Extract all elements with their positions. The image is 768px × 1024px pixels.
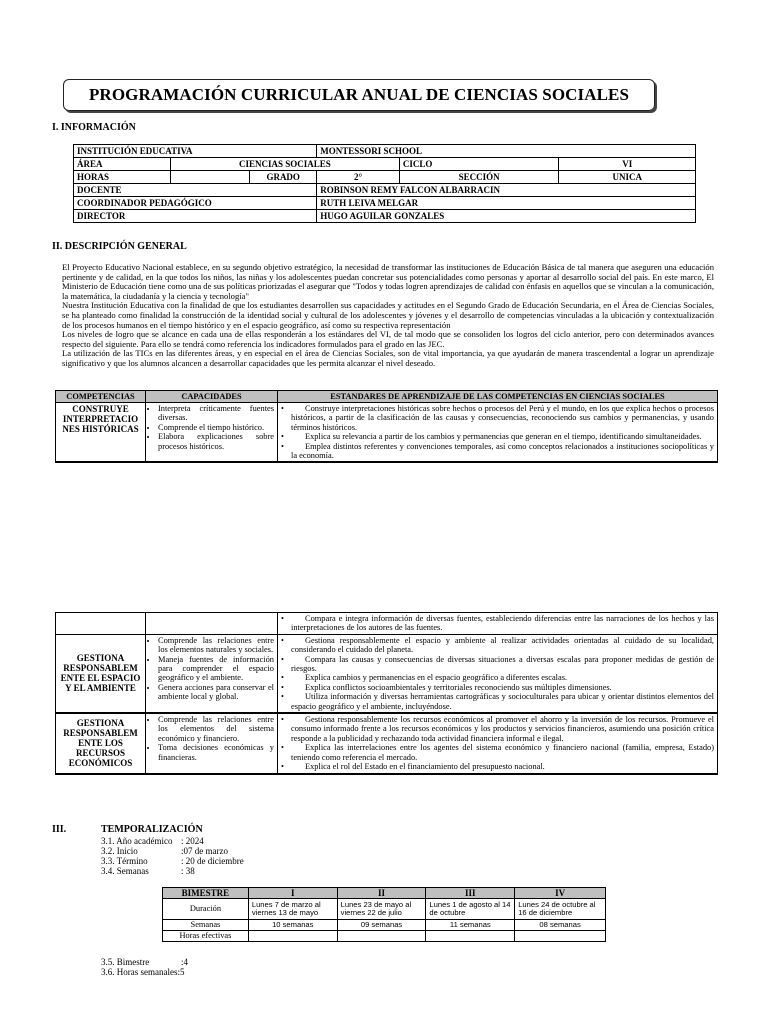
bimestre-header-row — [163, 888, 606, 899]
title-box — [63, 79, 655, 111]
section-1-heading: I. INFORMACIÓN — [52, 122, 136, 133]
bimestre-row-semanas — [163, 920, 606, 931]
ciclo-label: CICLO — [399, 158, 559, 171]
coordinador-label: COORDINADOR PEDAGÓGICO — [74, 197, 317, 210]
grado-value: 2° — [317, 171, 400, 184]
section-3-number: III. — [52, 824, 67, 835]
temporalizacion-item — [101, 836, 244, 846]
capacidad-item: • Toma decisiones económicas y financieras. — [158, 743, 274, 762]
temporalizacion-item — [101, 866, 244, 876]
bimestre-row-duracion — [163, 899, 606, 920]
competencia-name: GESTIONA RESPONSABLEM ENTE LOS RECURSOS ECONÓMICOS — [56, 713, 146, 773]
header-capacidades: CAPACIDADES — [146, 391, 278, 403]
competencia-row — [56, 634, 718, 713]
docente-label: DOCENTE — [74, 184, 317, 197]
section-2-heading: II. DESCRIPCIÓN GENERAL — [52, 241, 187, 252]
estandar-item: • Compara las causas y consecuencias de diversas situaciones a diversas escalas para proponer medidas de gestión de riesgos. — [291, 655, 714, 674]
info-row-docente — [74, 184, 696, 197]
temporalizacion-value: : 20 de diciembre — [181, 856, 244, 866]
extra-list — [101, 957, 188, 977]
estandar-item: • Explica cambios y permanencias en el espacio geográfico a diferentes escalas. — [291, 673, 714, 682]
bimestre-row-label: Semanas — [163, 920, 249, 931]
bimestre-cell — [337, 931, 426, 942]
description-text — [62, 263, 714, 369]
seccion-label: SECCIÓN — [399, 171, 559, 184]
extra-value: :5 — [177, 967, 185, 977]
extra-value: :4 — [181, 957, 189, 967]
institucion-label: INSTITUCIÓN EDUCATIVA — [74, 145, 317, 158]
bimestre-cell — [515, 931, 606, 942]
estandar-item: • Gestiona responsablemente los recursos económicos al promover el ahorro y la inversión de los recursos. Promueve el consumo informado frente a los recursos económicos y los productos y servicios financieros, asumiendo una posición crítica responde a la publicidad y rechazando toda actividad financiera informal e ilegal. — [291, 715, 714, 743]
estandar-item: • Utiliza información y diversas herramientas cartográficas y socioculturales para ubicar y orientar distintos elementos del espacio geográfico y el ambiente, incluyéndose. — [291, 692, 714, 711]
area-label: ÁREA — [74, 158, 171, 171]
estandar-item: • Explica conflictos socioambientales y territoriales reconociendo sus múltiples dimensiones. — [291, 683, 714, 692]
bimestre-header: IV — [515, 888, 606, 899]
info-row-area — [74, 158, 696, 171]
grado-label: GRADO — [250, 171, 317, 184]
bimestre-row-label: Duración — [163, 899, 249, 920]
estandares-cell — [278, 713, 718, 773]
bimestre-row-label: Horas efectivas — [163, 931, 249, 942]
horas-value — [170, 171, 249, 184]
empty-cell — [146, 613, 278, 635]
capacidad-item: • Comprende el tiempo histórico. — [158, 423, 274, 432]
bimestre-header: II — [337, 888, 426, 899]
bimestre-cell: 08 semanas — [515, 920, 606, 931]
temporalizacion-label: 3.4. Semanas — [101, 866, 149, 876]
bimestre-cell: Lunes 7 de marzo al viernes 13 de mayo — [248, 899, 337, 920]
info-row-coordinador — [74, 197, 696, 210]
temporalizacion-label: 3.1. Año académico — [101, 836, 173, 846]
description-paragraph: La utilización de las TICs en las diferentes áreas, y en especial en el área de Ciencias Sociales, son de vital importancia, ya que ayudarán de manera trascendental a lograr un aprendizaje significativo y que los alumnos alcancen a desarrollar capacidades que les permita alcanzar el nivel deseado. — [62, 348, 714, 368]
estandar-item: • Construye interpretaciones históricas sobre hechos o procesos del Perú y el mundo, en los que explica hechos o procesos históricos, a partir de la clasificación de las causas y consecuencias, reconociendo sus cambios y permanencias, y usando términos históricos. — [291, 404, 714, 432]
docente-value: ROBINSON REMY FALCON ALBARRACIN — [317, 184, 696, 197]
competencia-row — [56, 613, 718, 635]
bimestre-cell: Lunes 1 de agosto al 14 de octubre — [426, 899, 515, 920]
header-estandares: ESTANDARES DE APRENDIZAJE DE LAS COMPETENCIAS EN CIENCIAS SOCIALES — [278, 391, 718, 403]
temporalizacion-value: :07 de marzo — [181, 846, 228, 856]
director-label: DIRECTOR — [74, 210, 317, 223]
description-paragraph: Nuestra Institución Educativa con la finalidad de que los estudiantes desarrollen sus capacidades y actitudes en el Segundo Grado de Educación Secundaria, en el Área de Ciencias Sociales, se ha planteado como finalidad la construcción de la identidad social y cultural de los adolescentes y jóvenes y el desarrollo de competencias vinculadas a la ubicación y contextualización de los procesos humanos en el tiempo histórico y en el espacio geográfico, así como su respectiva representación — [62, 300, 714, 330]
header-competencias: COMPETENCIAS — [56, 391, 146, 403]
extra-item — [101, 957, 188, 967]
info-row-director — [74, 210, 696, 223]
competencia-row — [56, 403, 718, 463]
seccion-value: UNICA — [559, 171, 696, 184]
director-value: HUGO AGUILAR GONZALES — [317, 210, 696, 223]
capacidad-item: • Genera acciones para conservar el ambiente local y global. — [158, 683, 274, 702]
page-title: PROGRAMACIÓN CURRICULAR ANUAL DE CIENCIAS SOCIALES — [88, 85, 630, 104]
bimestre-cell — [248, 931, 337, 942]
competencias-table-continued — [55, 612, 718, 775]
temporalizacion-value: : 38 — [181, 866, 195, 876]
coordinador-value: RUTH LEIVA MELGAR — [317, 197, 696, 210]
estandar-item: • Explica las interrelaciones entre los agentes del sistema económico y financiero nacional (familia, empresa, Estado) teniendo como referencia el mercado. — [291, 743, 714, 762]
estandares-cell — [278, 613, 718, 635]
bimestre-cell: Lunes 23 de mayo al viernes 22 de julio — [337, 899, 426, 920]
temporalizacion-item — [101, 846, 244, 856]
temporalizacion-label: 3.2. Inicio — [101, 846, 138, 856]
description-paragraph: Los niveles de logro que se alcance en cada una de ellas responderán a los estándares del VI, de tal modo que se consoliden los logros del ciclo anterior, pero con determinados avances respecto del siguiente. Para ello se tendrá como referencia los indicadores formulados para el grado en las JEC. — [62, 329, 714, 349]
info-row-horas — [74, 171, 696, 184]
bimestre-cell: 09 semanas — [337, 920, 426, 931]
capacidad-item: • Comprende las relaciones entre los elementos naturales y sociales. — [158, 636, 274, 655]
extra-label: 3.5. Bimestre — [101, 957, 150, 967]
institucion-value: MONTESSORI SCHOOL — [317, 145, 696, 158]
bimestre-header: BIMESTRE — [163, 888, 249, 899]
temporalizacion-value: : 2024 — [181, 836, 204, 846]
extra-label: 3.6. Horas semanales — [101, 967, 178, 977]
bimestre-cell — [426, 931, 515, 942]
bimestre-header: I — [248, 888, 337, 899]
bimestre-table — [162, 887, 606, 942]
competencias-header-row — [56, 391, 718, 403]
bimestre-header: III — [426, 888, 515, 899]
capacidad-item: • Elabora explicaciones sobre procesos históricos. — [158, 432, 274, 451]
estandares-cell — [278, 634, 718, 713]
competencia-name: CONSTRUYE INTERPRETACIO NES HISTÓRICAS — [56, 403, 146, 463]
capacidades-cell — [146, 634, 278, 713]
capacidad-item: • Maneja fuentes de información para comprender el espacio geográfico y el ambiente. — [158, 655, 274, 683]
estandar-item: • Gestiona responsablemente el espacio y ambiente al realizar actividades orientadas al cuidado de su localidad, considerando el cuidado del planeta. — [291, 636, 714, 655]
estandar-item: • Explica su relevancia a partir de los cambios y permanencias que generan en el tiempo, identificando simultaneidades. — [291, 432, 714, 441]
extra-item — [101, 967, 188, 977]
empty-cell — [56, 613, 146, 635]
estandares-cell — [278, 403, 718, 463]
estandar-item: • Emplea distintos referentes y convenciones temporales, así como conceptos relacionados a instituciones sociopolíticas y la economía. — [291, 442, 714, 461]
capacidad-item: • Interpreta críticamente fuentes diversas. — [158, 404, 274, 423]
description-paragraph: El Proyecto Educativo Nacional establece, en su segundo objetivo estratégico, la necesidad de transformar las instituciones de Educación Básica de tal manera que aseguren una educación pertinente y de calidad, en la que todos los niños, las niñas y los adolescentes puedan concretar sus potencialidades como personas y aportar al desarrollo social del país. En este marco, El Ministerio de Educación tiene como una de sus políticas priorizadas el asegurar que "Todos y todas logren aprendizajes de calidad con énfasis en aquellos que se vinculan a la comunicación, la matemática, la ciudadanía y la ciencia y tecnología" — [62, 262, 714, 301]
bimestre-cell: 10 semanas — [248, 920, 337, 931]
area-value: CIENCIAS SOCIALES — [170, 158, 399, 171]
temporalizacion-label: 3.3. Término — [101, 856, 148, 866]
info-row-institucion — [74, 145, 696, 158]
bimestre-cell: 11 semanas — [426, 920, 515, 931]
bimestre-row-horas — [163, 931, 606, 942]
capacidades-cell — [146, 403, 278, 463]
competencia-row — [56, 713, 718, 773]
competencias-table — [55, 390, 718, 463]
section-3-heading: TEMPORALIZACIÓN — [101, 824, 203, 835]
bimestre-cell: Lunes 24 de octubre al 16 de diciembre — [515, 899, 606, 920]
horas-label: HORAS — [74, 171, 171, 184]
capacidad-item: • Comprende las relaciones entre los elementos del sistema económico y financiero. — [158, 715, 274, 743]
estandar-item: • Explica el rol del Estado en el financiamiento del presupuesto nacional. — [291, 762, 714, 771]
capacidades-cell — [146, 713, 278, 773]
competencia-name: GESTIONA RESPONSABLEM ENTE EL ESPACIO Y EL AMBIENTE — [56, 634, 146, 713]
estandar-item: • Compara e integra información de diversas fuentes, estableciendo diferencias entre las narraciones de los hechos y las interpretaciones de los autores de las fuentes. — [291, 614, 714, 633]
temporalizacion-item — [101, 856, 244, 866]
info-table — [73, 144, 696, 223]
temporalizacion-list — [101, 836, 244, 876]
ciclo-value: VI — [559, 158, 696, 171]
